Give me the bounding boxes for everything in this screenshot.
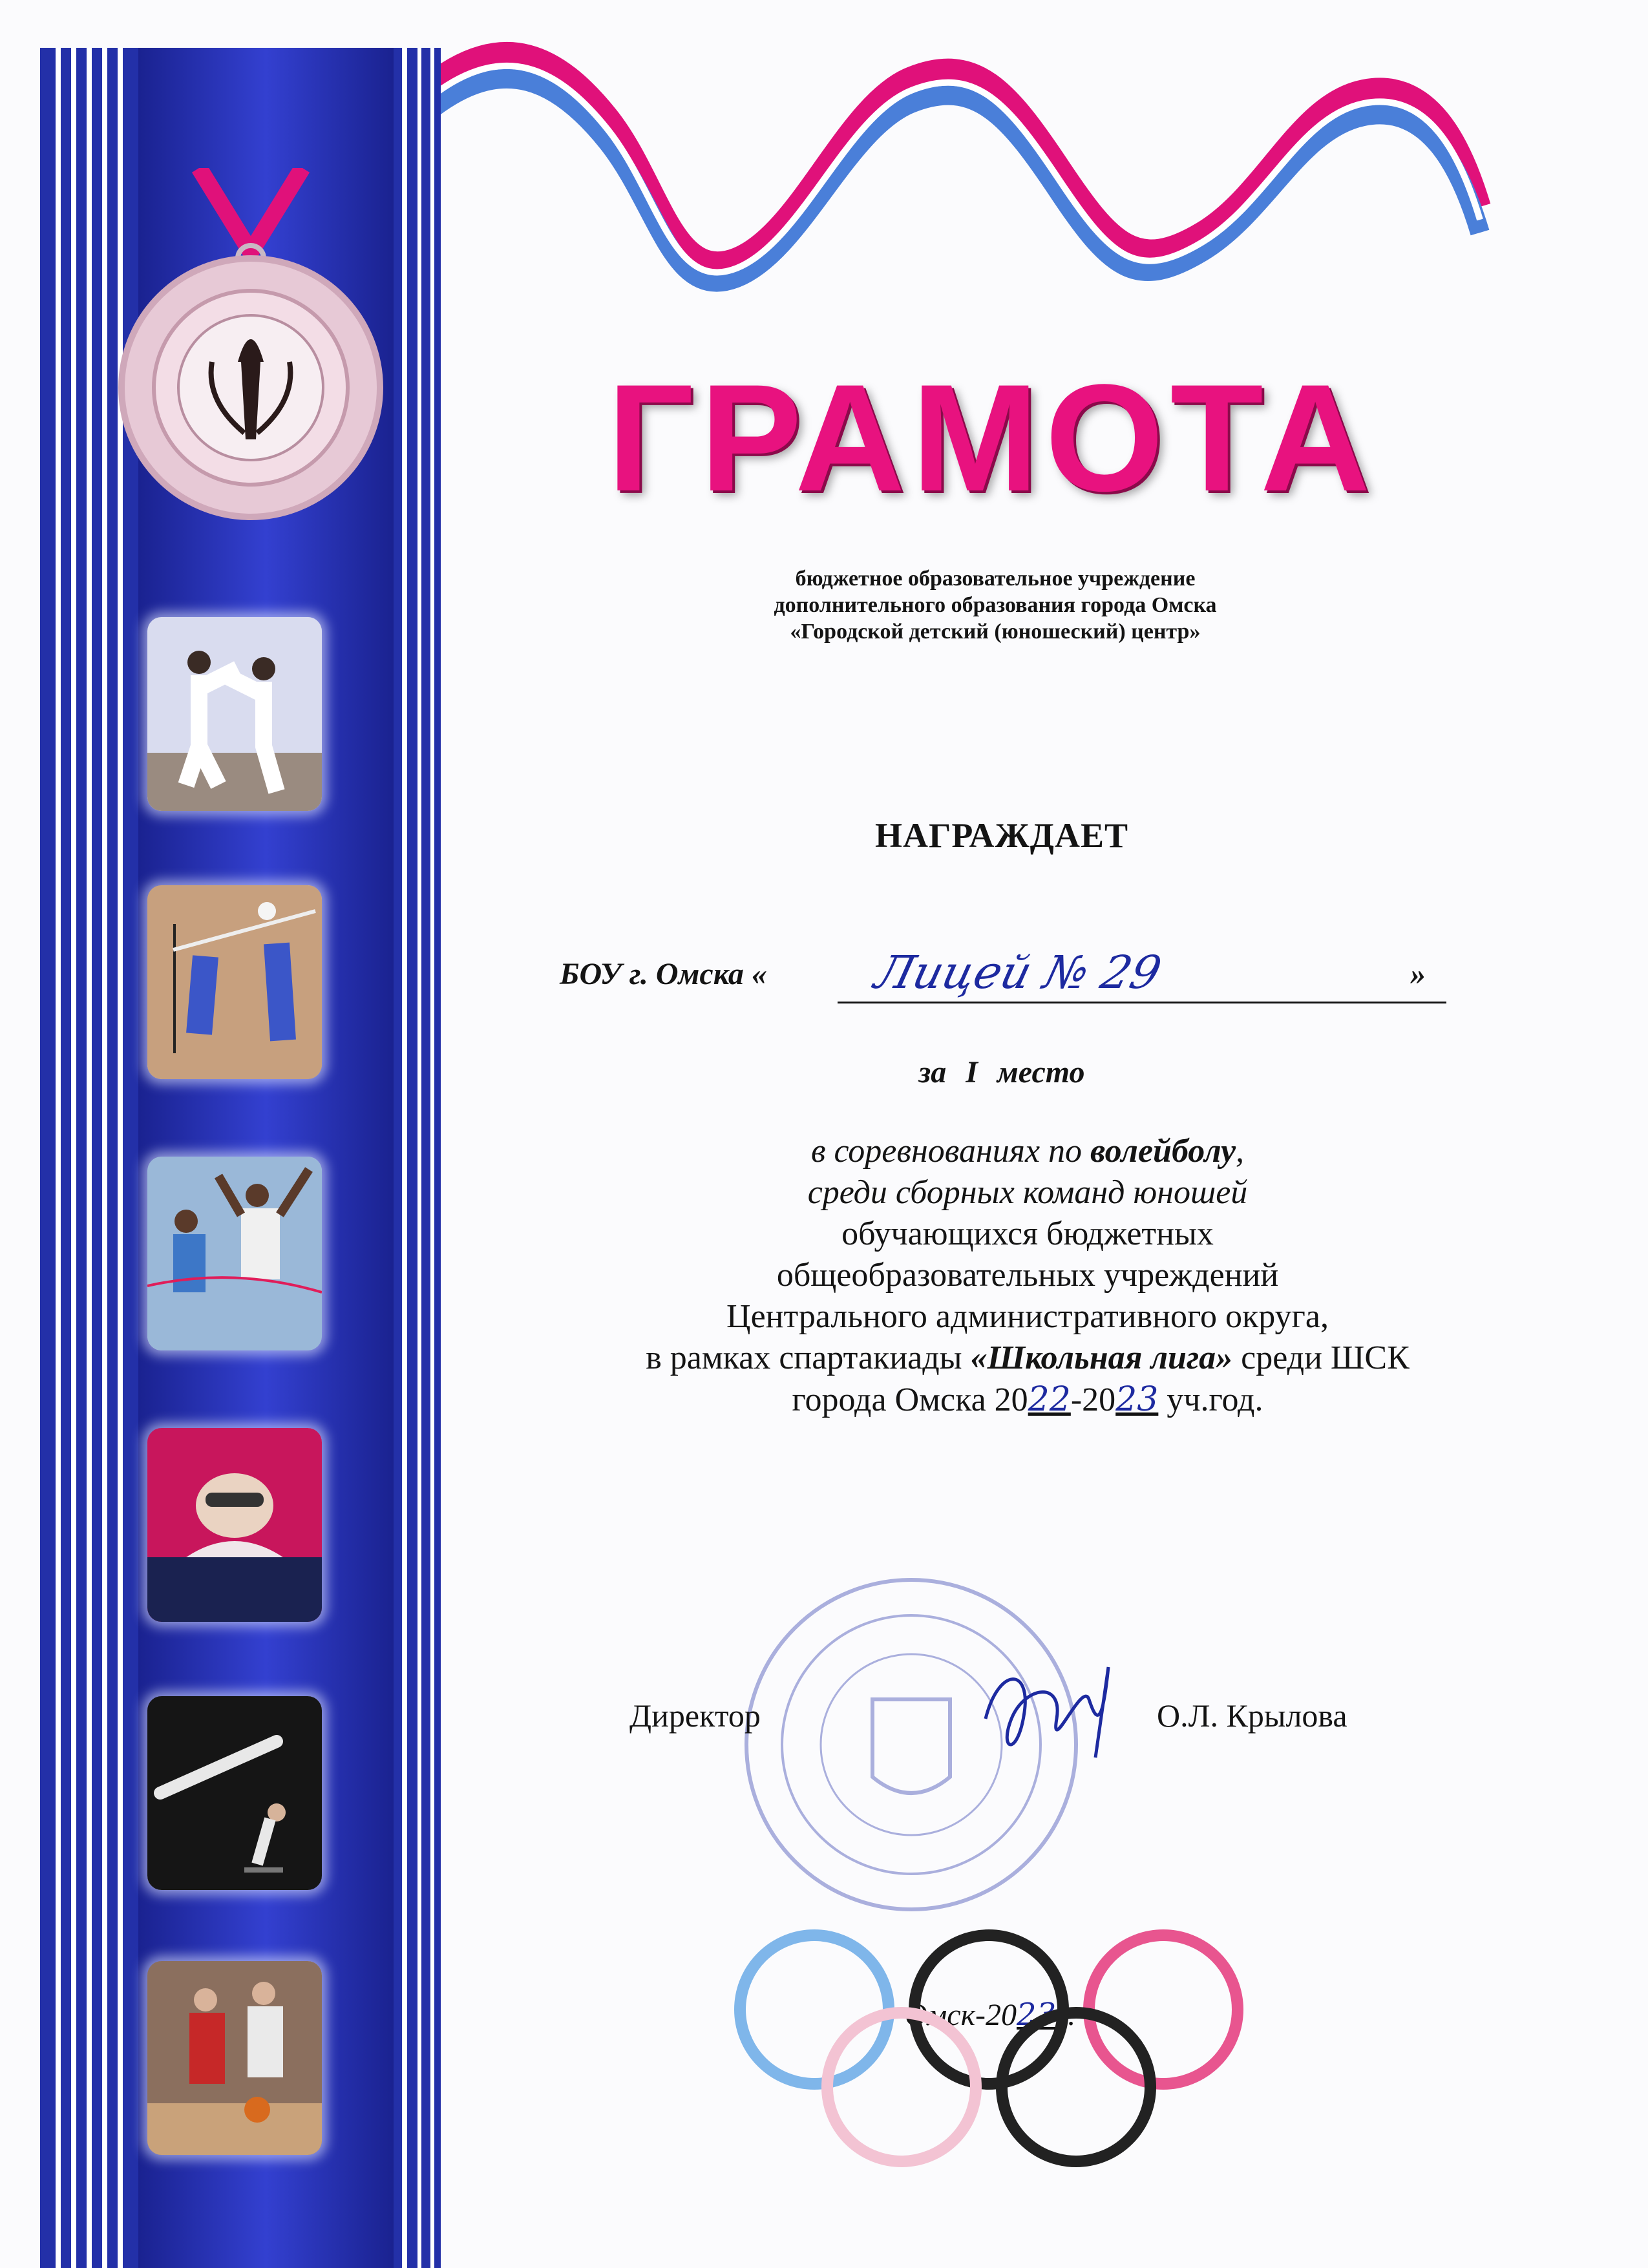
- description-line-4: общеобразовательных учреждений: [776, 1257, 1279, 1294]
- recipient-line: [560, 946, 1452, 1002]
- olympic-rings-icon: [730, 1926, 1247, 2184]
- description-line-7: города Омска 2022-2023 уч.год.: [792, 1380, 1263, 1419]
- description-line-1: в соревнованиях по волейболу,: [810, 1133, 1245, 1170]
- league-name: «Школьная лига»: [970, 1339, 1233, 1376]
- description-line-2: среди сборных команд юношей: [807, 1174, 1248, 1211]
- taekwondo-photo: [147, 617, 322, 811]
- awards-label: НАГРАЖДАЕТ: [874, 816, 1128, 855]
- basketball-photo: [147, 1961, 322, 2155]
- sport-name: волейболу: [1090, 1133, 1236, 1170]
- recipient-close: »: [1410, 957, 1426, 991]
- description-line-3: обучающихся бюджетных: [841, 1215, 1214, 1252]
- signature: [973, 1641, 1128, 1764]
- description-line-6: в рамках спартакиады «Школьная лига» среди ШСК: [646, 1339, 1410, 1376]
- recipient-name: Лицей № 29: [869, 946, 1167, 999]
- recipient-underline: [838, 1002, 1446, 1003]
- handwritten-year-1: 22: [1028, 1380, 1071, 1419]
- org-line-3: «Городской детский (юношеский) центр»: [790, 620, 1201, 644]
- city-year: Омск-2023г.: [905, 1997, 1076, 2033]
- description-line-5: Центрального административного округа,: [726, 1298, 1329, 1335]
- gymnastics-photo: [147, 1696, 322, 1890]
- volleyball-photo: [147, 885, 322, 1079]
- certificate-title: ГРАМОТА: [607, 353, 1377, 523]
- handwritten-year-2: 23: [1115, 1380, 1159, 1419]
- handwritten-year: 23: [1017, 1997, 1057, 2033]
- org-line-2: дополнительного образования города Омска: [774, 593, 1217, 617]
- director-name: О.Л. Крылова: [1157, 1697, 1347, 1734]
- swimming-photo: [147, 1428, 322, 1622]
- award-description: [504, 1131, 1551, 1421]
- torch-medal-icon: [109, 168, 393, 530]
- sprint-photo: [147, 1157, 322, 1350]
- director-label: Директор: [629, 1697, 761, 1734]
- org-line-1: бюджетное образовательное учреждение: [795, 567, 1196, 591]
- place-text: за I место: [918, 1055, 1085, 1089]
- recipient-prefix: БОУ г. Омска «: [560, 957, 767, 991]
